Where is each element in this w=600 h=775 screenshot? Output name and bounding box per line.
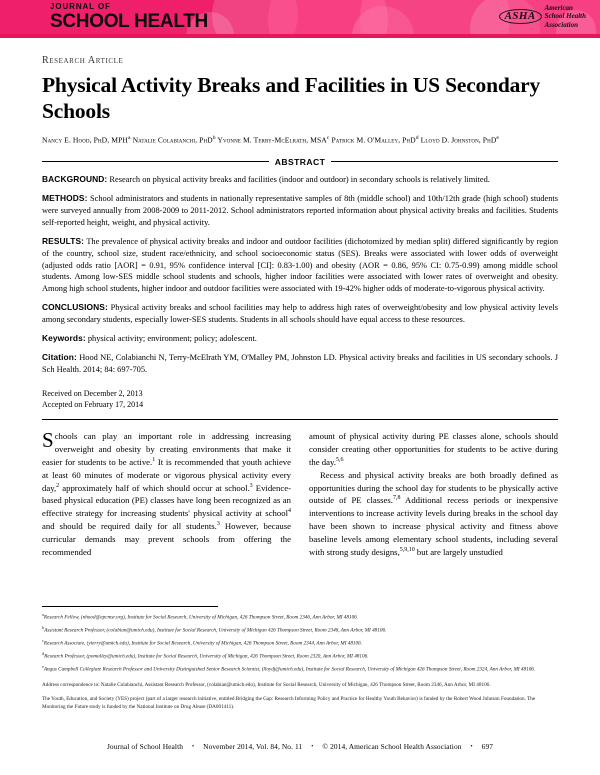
correspondence-note: Address correspondence to: Natalie Colabianchi, Assistant Research Professor, (colabian@umich.edu), Institute for Social Research, University of Michigan, 426 Thompson Street, Room 2346, Ann Arbor, MI 48106. [42,681,491,688]
body-column-right [309,430,558,559]
affiliation-marker: e [42,664,44,670]
keywords-text: physical activity; environment; policy; adolescent. [87,334,257,344]
citation-text: Hood NE, Colabianchi N, Terry-McElrath YM, O'Malley PM, Johnston LD. Physical activity breaks and facilities in US secondary schools. J Sch Health. 2014; 84: 697-705. [42,353,559,374]
abstract-section-label: BACKGROUND: [42,173,108,184]
article-type-kicker: Research Article [42,55,124,66]
abstract-rule-left [42,161,269,162]
journal-logo-line1: JOURNAL OF [50,2,111,11]
affiliation-marker: a [42,612,44,617]
abstract-section [42,193,558,229]
footnotes-block [42,606,558,712]
asha-monogram-icon: ASHA [499,9,542,24]
keywords-label: Keywords: [42,333,86,344]
author-list: Nancy E. Hood, PhD, MPH$^a$ Natalie Colabianchi, PhD$^b$ Yvonne M. Terry-McElrath, MSA$^c$ Patrick M. O'Malley, PhD$^d$ Lloyd D. Johnston, PhD$^e$ [42,134,499,145]
journal-logo [50,3,208,31]
abstract-label: ABSTRACT [274,156,326,167]
section-divider [42,419,558,420]
submission-dates [42,388,558,411]
affiliation-note [42,651,558,662]
affiliation-text: Research Professor, (pomalley@umich.edu), Institute for Social Research, University of Michigan, 426 Thompson Street, Room 2320, Ann Arbor, MI 48106. [44,653,369,660]
abstract-section-label: METHODS: [42,192,88,203]
footer-copyright: © 2014, American School Health Association [322,742,462,751]
abstract-section [42,236,558,296]
affiliation-note [42,612,558,623]
page-title: Physical Activity Breaks and Facilities in US Secondary Schools [42,73,541,123]
affiliation-text: Research Fellow, (nhood@epcmsr.org), Institute for Social Research, University of Michigan, 426 Thompson Street, Room 2346, Ann Arbor, MI 48106. [43,614,359,621]
affiliation-note [42,638,558,649]
body-paragraph: amount of physical activity during PE classes alone, schools should consider creating other opportunities for students to be active during the day.$^{5,6}$ [309,431,558,467]
abstract-section-label: RESULTS: [42,235,85,246]
body-paragraph: Schools can play an important role in addressing increasing overweight and obesity by creating environments that make it easier for students to be active.$^1$ It is recommended that youth achieve at least 60 minutes of moderate or vigorous physical activity every day,$^2$ approximately half of which should occur at school.$^3$ Evidence-based physical education (PE) classes have long been recognized as an effective strategy for increasing students' physical activity at school$^4$ and should be required daily for all students.$^3$ However, because curricular demands may prevent schools from offering the recommended [42,428,292,557]
footnote-divider [42,606,218,607]
abstract-section-text: School administrators and students in nationally representative samples of 8th (middle school) and 10th/12th grade (high school) students were surveyed annually from 2008-2009 to 2011-2012. School administrators reported information about physical activity breaks and facilities. Students self-reported height, weight, and physical activity. [42,193,559,227]
asha-org-name [545,4,586,29]
abstract-section-text: The prevalence of physical activity breaks and indoor and outdoor facilities (dichotomized by median split) differed significantly by region of the country, school size, student race/ethnicity, and school socioeconomic status (SES). Breaks were associated with lower odds of overweight (adjusted odds ratio [AOR] = 0.91, 95% confidence interval [CI]: 0.83-1.00) and obesity (AOR = 0.86, 95% CI: 0.75-0.99) among middle school students. Among low-SES middle school students and schools, higher indoor facilities were associated with lower rates of overweight and obesity. Among high school students, higher indoor and outdoor facilities were associated with 19-42% higher odds of moderate-to-vigorous physical activity. [42,236,559,294]
abstract-section-text: Physical activity breaks and school facilities may help to address high rates of overweight/obesity and low physical activity levels among secondary students, especially lower-SES students. Students in all schools should have equal access to these resources. [42,303,559,325]
abstract-section-text: Research on physical activity breaks and facilities (indoor and outdoor) in secondary schools is relatively limited. [109,174,490,184]
footer-separator-icon: • [470,744,473,750]
accepted-date: Accepted on February 17, 2014 [42,400,144,410]
abstract-keywords [42,333,558,345]
abstract-body [42,174,558,376]
affiliation-text: Research Associate, (yterry@umich.edu), Institute for Social Research, University of Michigan, 426 Thompson Street, Room 2344, Ann Arbor, MI 48106. [43,640,362,647]
funding-note: The Youth, Education, and Society (YES) project (part of a larger research initiative, entitled Bridging the Gap: Research Informing Policy and Practice for Healthy Youth Behavior) is funded by the Robert Wood Johnson Foundation. The Monitoring the Future study is funded by the National Institute on Drug Abuse (DA001411). [42,696,536,711]
citation-label: Citation: [42,352,77,363]
affiliation-note [42,664,558,675]
received-date: Received on December 2, 2013 [42,388,143,398]
body-column-left [42,430,291,559]
footer-issue: November 2014, Vol. 84, No. 11 [203,742,303,751]
page-footer [0,742,600,751]
article-page [0,55,600,559]
affiliation-marker: b [42,625,45,631]
affiliation-text: Assistant Research Professor, (colabian@umich.edu), Institute for Social Research, University of Michigan 426 Thompson Street, Room 2346, Ann Arbor, MI 48106. [44,627,387,634]
footer-separator-icon: • [311,744,314,750]
abstract-section-label: CONCLUSIONS: [42,302,108,313]
affiliation-marker: c [42,638,44,644]
affiliation-text: Angus Campbell Collegiate Research Professor and University Distinguished Senior Research Scientist, (lloydj@umich.edu), Institute for Social Research, University of Michigan 426 Thompson Street, Room 2324, Ann Arbor, MI 48106. [43,666,536,673]
abstract-rule-right [331,161,558,162]
asha-logo [499,4,586,29]
abstract-citation [42,352,558,376]
abstract-section [42,174,558,186]
article-body [42,430,558,559]
footer-separator-icon: • [191,744,195,750]
abstract-section [42,302,558,326]
journal-logo-line2: SCHOOL HEALTH [50,11,208,32]
asha-org-line1: American [544,4,573,12]
footer-journal-name: Journal of School Health [106,742,184,751]
affiliation-note [42,625,558,636]
body-paragraph: Recess and physical activity breaks are both broadly defined as opportunities during the school day for students to be physically active outside of PE classes.$^{7,8}$ Additional recess periods or inexpensive interventions to increase activity levels during breaks in the school day have been shown to increase physical activity and fitness above baseline levels among elementary school students, including several with strong study designs,$^{5,9,10}$ but are largely unstudied [309,469,558,557]
asha-org-line3: Association [544,20,579,29]
journal-masthead [0,0,600,38]
affiliation-marker: d [42,651,45,657]
asha-org-line2: School Health [544,12,586,21]
masthead-band [0,34,600,38]
footer-page-number: 697 [481,742,494,751]
abstract-heading [42,157,558,167]
